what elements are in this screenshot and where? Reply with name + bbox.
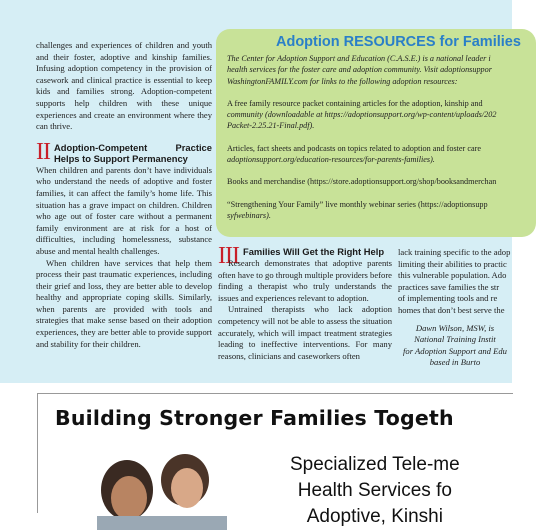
resources-intro-line: WashingtonFAMILY.com for links to the following adoption resources: <box>227 76 458 86</box>
resource-link: syfwebinars). <box>227 210 271 220</box>
author-bio-line: based in Burto <box>429 357 481 368</box>
resource-item-books <box>227 176 527 187</box>
section-2-title: Adoption-Competent Practice Helps to Support Permanency <box>53 141 212 164</box>
resource-item-line: A free family resource packet containing articles for the adoption, kinship and <box>227 98 483 108</box>
section-2-paragraph-1: When children and parents don’t have individuals who understand the needs of adoptive and foster families, it can affect the family’s home life. This situation has a grave impact on children. Children who age out of foster care without a permanent family environment are at risk for a host of difficulties, including homelessness, substance abuse and mental health challenges. <box>36 164 212 256</box>
advertisement-card <box>37 393 513 527</box>
ad-tagline <box>290 452 460 530</box>
column-3-line: homes that don’t best serve the <box>398 304 505 315</box>
author-bio-line: for Adoption Support and Edu <box>403 345 507 356</box>
column-3-line: of implementing tools and re <box>398 293 498 304</box>
resource-item-line: Books and merchandise (https://store.adoptionsupport.org/shop/booksandmerchan <box>227 177 497 187</box>
ad-tagline-line: Adoptive, Kinshi <box>306 506 443 527</box>
ad-tagline-line: Health Services fo <box>297 480 452 501</box>
resource-item-webinars <box>227 199 527 222</box>
intro-paragraph: challenges and experiences of children and youth and their foster, adoptive and kinship families. Infusing adoption competency in the provision of casework and clinical practice is essential to keep kids and families strong. Adoption-competent supports help children with these unique experiences and create an environment where they can thrive. <box>36 40 212 132</box>
article-column-2 <box>218 243 392 362</box>
section-3-numeral: III <box>218 243 239 269</box>
resources-text <box>227 53 527 232</box>
section-2-heading <box>36 138 212 165</box>
article-column-3 <box>398 247 512 369</box>
resource-item-line: Articles, fact sheets and podcasts on topics related to adoption and foster care <box>227 143 481 153</box>
column-3-line: lack training specific to the adop <box>398 247 511 257</box>
section-3-paragraph-2: Untrained therapists who lack adoption competency will not be able to assess the situation accurately, which will impact treatment strategies leading to ineffective interventions. For many reasons, clinicians and caseworkers often <box>218 304 392 361</box>
resources-intro-line: health services for the foster care and adoption community. Visit adoptionsuppor <box>227 65 492 75</box>
resources-intro-line: The Center for Adoption Support and Education (C.A.S.E.) is a national leader i <box>227 54 491 63</box>
section-2-numeral: II <box>36 138 50 165</box>
column-3-line: limiting their abilities to practic <box>398 258 507 269</box>
resource-link: adoptionsupport.org/education-resources/for-parents-families). <box>227 155 435 165</box>
author-bio-line: Dawn Wilson, MSW, is <box>415 322 495 333</box>
ad-headline: Building Stronger Families Togeth <box>55 406 454 430</box>
ad-tagline-line: Specialized Tele-me <box>290 454 460 475</box>
author-bio <box>398 323 512 369</box>
resource-item-articles <box>227 143 527 166</box>
resources-title: Adoption RESOURCES for Families <box>276 34 521 50</box>
resources-intro <box>227 53 527 87</box>
author-bio-line: National Training Instit <box>414 334 496 345</box>
section-3-paragraph-1: Research demonstrates that adoptive parents often have to go through multiple providers before finding a therapist who truly understands the issues and experiences relevant to adoption. <box>218 258 392 303</box>
family-photo <box>67 450 282 530</box>
resource-link: community (downloadable at https://adoptionsupport.org/wp-content/uploads/202 <box>227 110 497 120</box>
column-3-line: practices save families the str <box>398 281 500 292</box>
section-2-paragraph-2: When children have services that help them process their past traumatic experiences, including their grief and loss, they are better able to develop healthy and appropriate coping skills. Similarly, when parents are provided with tools and strategies that make sense based on their adoption experiences, they are better able to provide support and stability for their children. <box>36 257 212 349</box>
resource-item-line: “Strengthening Your Family” live monthly webinar series (https://adoptionsupp <box>227 199 488 209</box>
article-column-1 <box>36 40 212 350</box>
section-3-title: Families Will Get the Right Help <box>242 246 385 257</box>
resource-link: Packet-2.25.21-Final.pdf). <box>227 121 315 131</box>
resource-item-packet <box>227 98 527 132</box>
column-3-line: this vulnerable population. Ado <box>398 270 507 281</box>
